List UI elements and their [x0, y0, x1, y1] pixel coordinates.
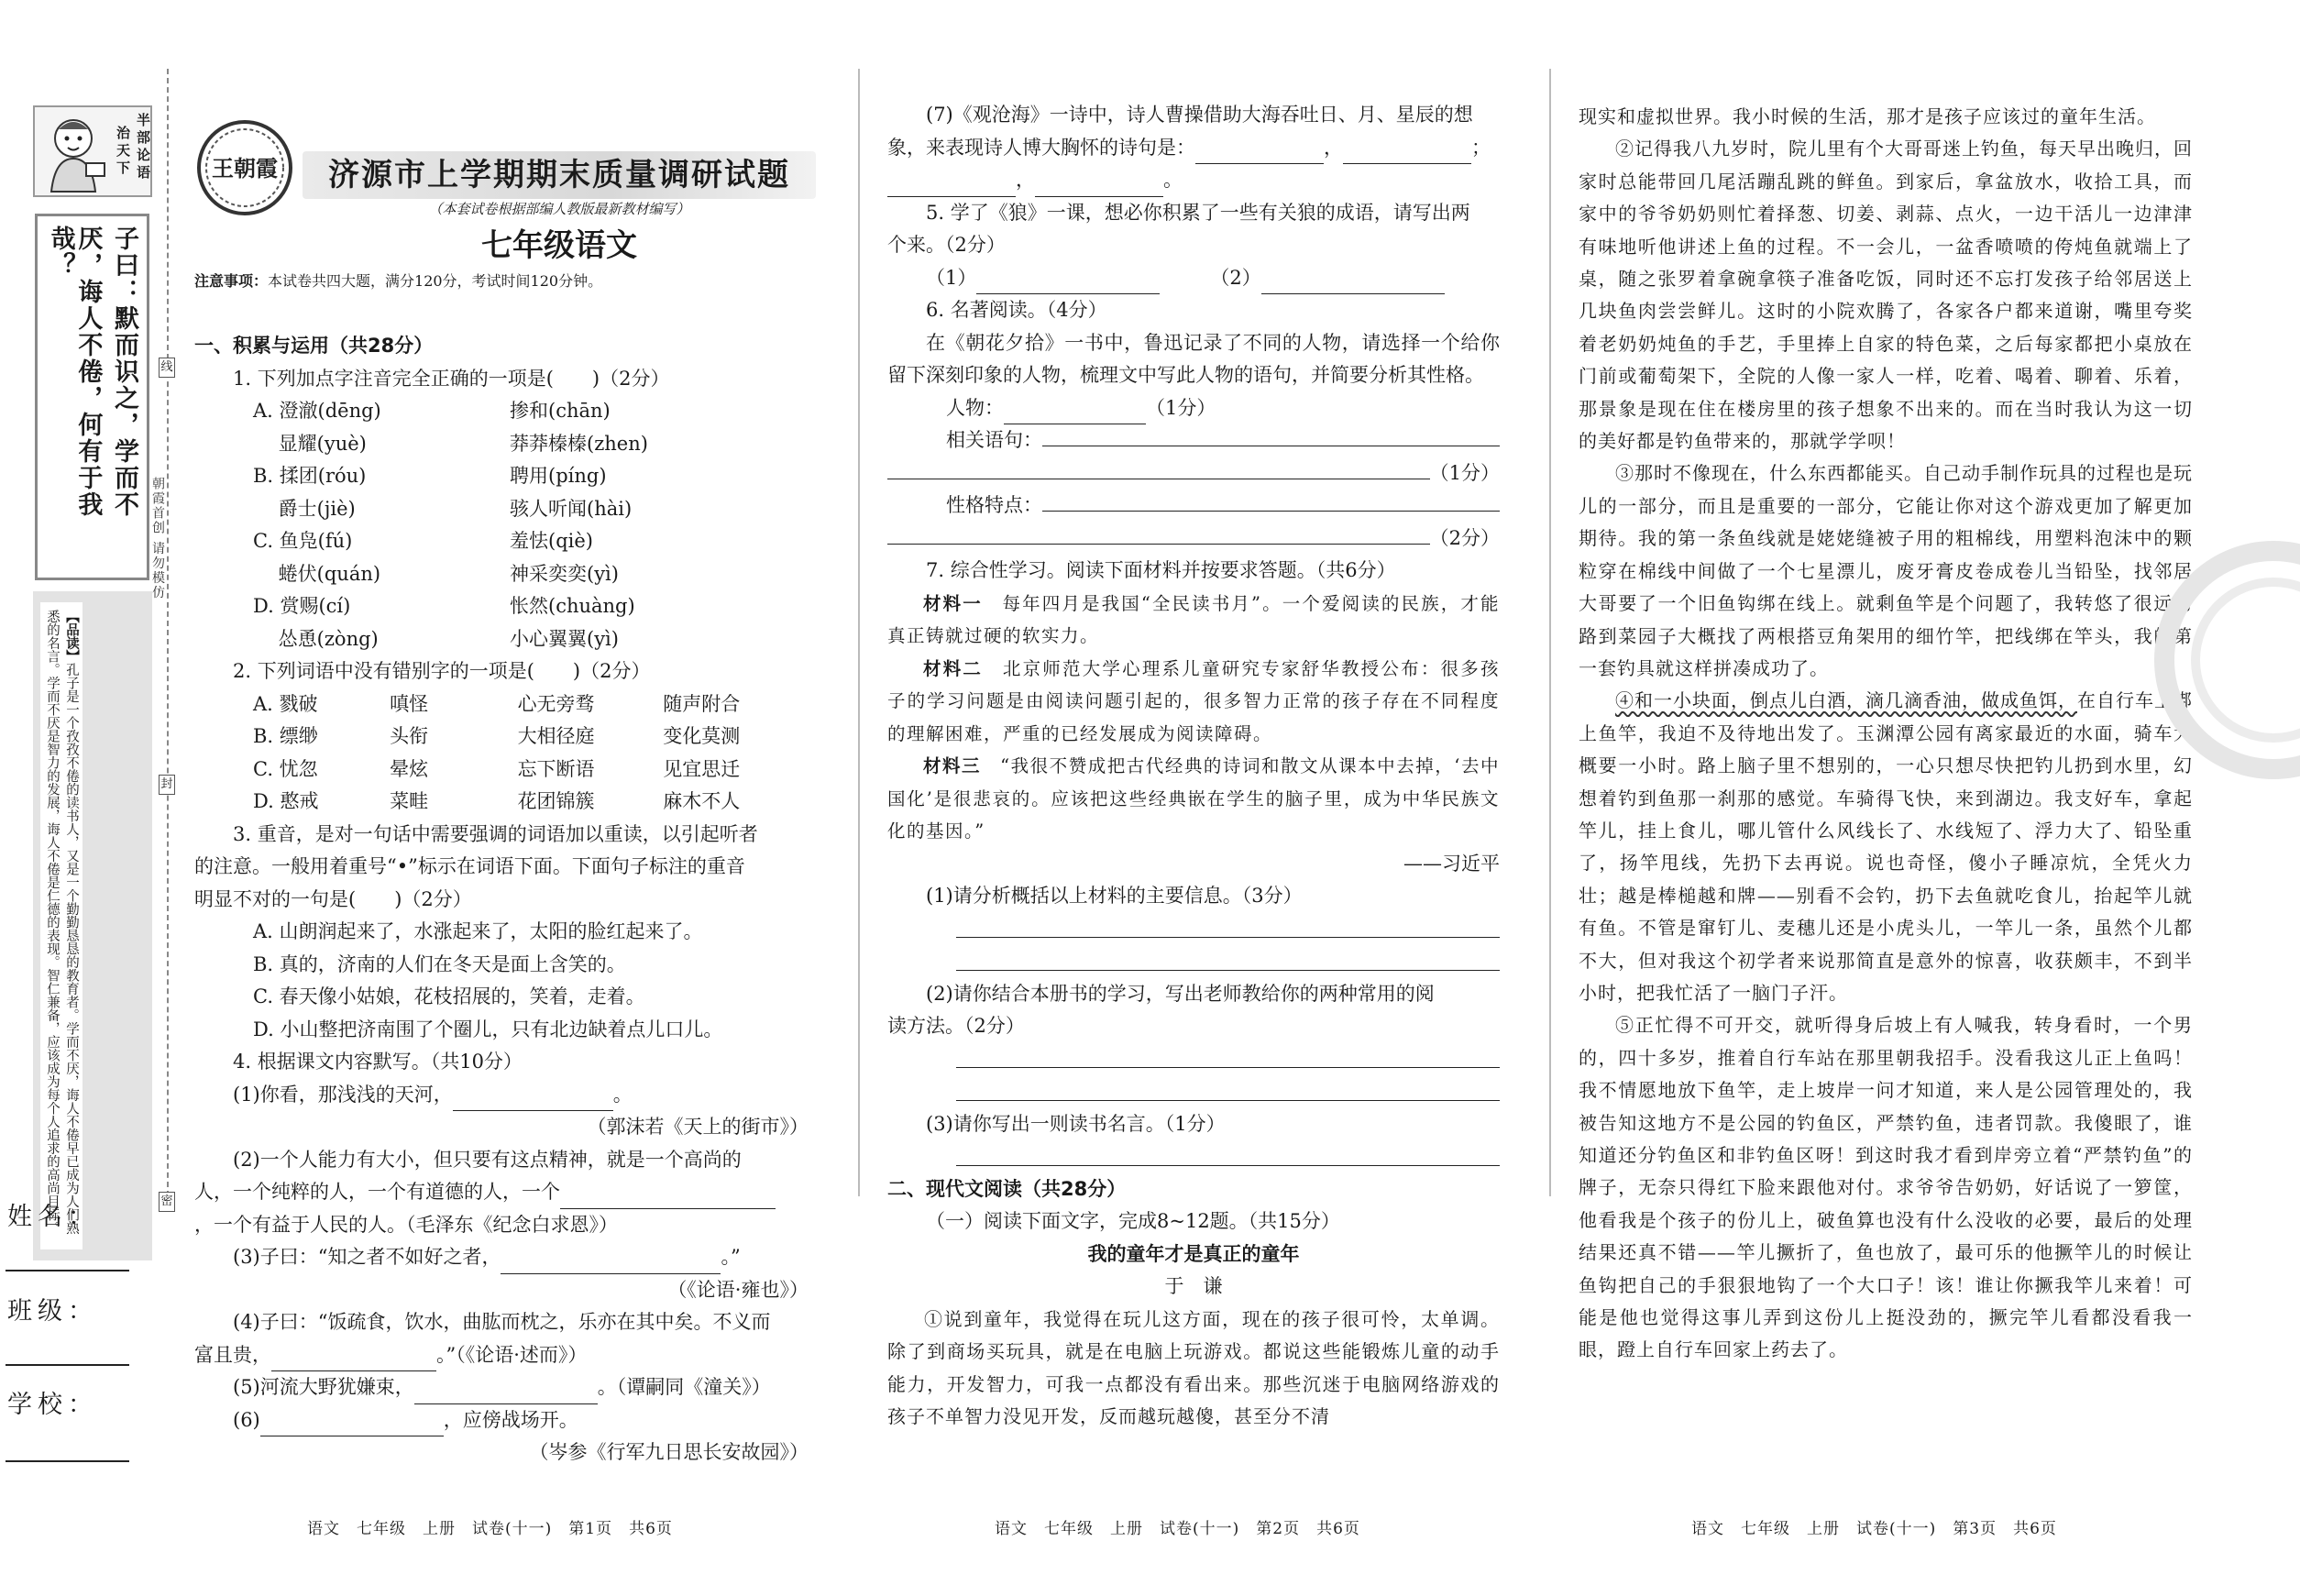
- question-2-option-cell: 大相径庭: [517, 725, 595, 747]
- question-2-option-cell: 随声附合: [663, 692, 741, 715]
- question-1-option-cell: 骇人听闻(hài): [510, 497, 633, 520]
- binding-mark-3: 密: [159, 1192, 175, 1212]
- question-1-option-cell: 小心翼翼(yì): [510, 627, 619, 650]
- q6-person-label: 人物：: [946, 396, 1004, 419]
- question-3-option-c: C. 春天像小姑娘，花枝招展的，笑着，走着。: [253, 985, 645, 1007]
- material-3-source: ——习近平: [1403, 852, 1500, 875]
- quote-box: [35, 214, 149, 580]
- q6-trait-label: 性格特点：: [946, 494, 1042, 516]
- question-2-option-cell: A. 戮破: [253, 692, 318, 715]
- q7-2-answer-line-1[interactable]: [956, 1043, 1500, 1076]
- q4-1-text: (1)你看，那浅浅的天河，: [233, 1083, 453, 1106]
- question-2: 2. 下列词语中没有错别字的一项是( )（2分）: [233, 660, 651, 682]
- school-field[interactable]: [6, 1460, 129, 1462]
- q4-7-blank-2[interactable]: [1343, 142, 1471, 164]
- question-1-option-cell: 聘用(píng): [510, 465, 607, 487]
- q4-7-blank-1[interactable]: [1195, 142, 1324, 164]
- question-5-line-2: 个来。（2分）: [887, 234, 1006, 256]
- column-1: 一、积累与运用（共28分） 1. 下列加点字注音完全正确的一项是( )（2分） A. 澄澈(dēng) 掺和(chān) 显耀(yuè) 莽莽榛榛(zhen) B. 揉团(róu) 聘用(píng) 爵士(jiè) 骇人听闻(hài) C. 鱼凫(fú) 羞怯(qiè) 蜷伏(quán) 神采奕奕(yì) D. 赏赐(cí) 怅然(chuàng) 怂恿(zòng) 小心翼翼(yì) 2. 下列词语中没有错别字的一项是( )（2分） A. 戮破 嗔怪 心无旁骛 随声附合 B. 缥缈 头衔 大相径庭 变化莫测 C. 忧忽 晕炫 忘下断语 见宜思迁 D. 憨戒 菜畦 花团锦簇 麻木不人 3. 重音，是对一句话中需要强调的词语加以重读，以引起听者 的注意。一般用着重号“•”标示在词语下面。下面句子标注的重音 明显不对的一句是( )（2分） A. 山朗润起来了，水涨起来了，太阳的脸红起来了。 B. 真的，济南的人们在冬天是面上含笑的。 C. 春天像小姑娘，花枝招展的，笑着，走着。 D. 小山整把济南围了个圈儿，只有北边缺着点儿口儿。 4. 根据课文内容默写。（共10分） (1)你看，那浅浅的天河， 。 （郭沫若《天上的街市》） (2)一个人能力有大小，但只要有这点精神，就是一个高尚的 人，一个纯粹的人，一个有道德的人，一个 ，一个有益于人民的人。（毛泽东《纪念白求恩》） (3)子曰：“知之者不如好之者， 。” （《论语·雍也》） (4)子曰：“饭疏食，饮水，曲肱而枕之，乐亦在其中矣。不义而 富且贵， 。”（《论语·述而》） (5)河流大野犹嫌束， 。（谭嗣同《潼关》） (6) ，应傍战场开。 （岑参《行军九日思长安故园》）: [194, 330, 809, 1469]
- comment-body: 孔子是一个孜孜不倦的读书人，又是一个勤勤恳恳的教育者。学而不厌，诲人不倦早已成为人们熟悉的名言。学而不厌是智力的发展，诲人不倦是仁德的表现。智仁兼备，应该成为每个人追求的高尚目标。: [45, 610, 79, 1235]
- logo-text: 王朝霞: [212, 156, 278, 182]
- section-1-title: 一、积累与运用（共28分）: [194, 335, 434, 357]
- material-2-text: 北京师范大学心理系儿童研究专家舒华教授公布：很多孩子的学习问题是由阅读问题引起的，很多智力正常的孩子存在不同程度的理解困难，严重的已经发展成为阅读障碍。: [887, 657, 1500, 744]
- column-divider-1: [858, 69, 860, 1196]
- question-2-option-cell: 嗔怪: [390, 692, 429, 715]
- question-1-option-row: [194, 623, 809, 656]
- essay-paragraph-5: ⑤正忙得不可开交，就听得身后坡上有人喊我，转身看时，一个男的，四十多岁，推着自行车站在那里朝我招手。没看我这儿正上鱼吗！我不情愿地放下鱼竿，走上坡岸一问才知道，来人是公园管理处的，我被告知这地方不是公园的钓鱼区，严禁钓鱼，违者罚款。我傻眼了，谁知道还分钓鱼区和非钓鱼区呀！到这时我才看到岸旁立着“严禁钓鱼”的牌子，无奈只得红下脸来跟他对付。求爷爷告奶奶，好话说了一箩筐，他看我是个孩子的份儿上，破鱼算也没有什么没收的必要，最后的处理结果还真不错——竿儿撅折了，鱼也放了，最可乐的他撅竿儿的时候让鱼钩把自己的手狠狠地钩了一个大口子！该！谁让你撅我竿儿来着！可能是他也觉得这事儿弄到这份儿上挺没劲的，撅完竿儿看都没看我一眼，蹬上自行车回家上药去了。: [1579, 1014, 2193, 1361]
- question-2-option-cell: 头衔: [390, 725, 429, 747]
- q6-quote-blank-2[interactable]: [887, 457, 1430, 479]
- q5-2-label: （2）: [1210, 266, 1261, 289]
- question-2-option-cell: B. 缥缈: [253, 725, 318, 747]
- material-3-label: 材料三: [923, 755, 982, 776]
- essay-paragraph-1: ①说到童年，我觉得在玩儿这方面，现在的孩子很可怜，太单调。除了到商场买玩具，就是在电脑上玩游戏。都说这些能锻炼儿童的动手能力，开发智力，可我一点都没有看出来。那些沉迷于电脑网络游戏的孩子不单智力没见开发，反而越玩越傻，甚至分不清: [887, 1307, 1500, 1427]
- question-1-option-cell: D. 赏赐(cí): [253, 595, 351, 617]
- class-field[interactable]: [6, 1364, 129, 1366]
- q6-quote-label: 相关语句：: [946, 429, 1042, 451]
- q6-trait-points: （2分）: [1429, 526, 1500, 549]
- q4-4-source: 。”（《论语·述而》）: [436, 1343, 588, 1366]
- question-1-option-cell: 神采奕奕(yì): [510, 562, 619, 585]
- q4-6-text-2: ，应傍战场开。: [443, 1408, 578, 1431]
- question-2-option-cell: 变化莫测: [663, 725, 741, 747]
- notice-text: 本试卷共四大题，满分120分，考试时间120分钟。: [268, 272, 603, 290]
- binding-mark-1: 线: [159, 358, 175, 378]
- question-1-option-cell: C. 鱼凫(fú): [253, 530, 353, 552]
- quote-line-1: 子曰：默而识之，学而不: [110, 226, 139, 518]
- question-7-1: (1)请分析概括以上材料的主要信息。（3分）: [926, 885, 1303, 907]
- q6-quote-blank-1[interactable]: [1042, 424, 1500, 446]
- footer-page-1: 语文 七年级 上册 试卷(十一) 第1页 共6页: [307, 1520, 673, 1538]
- question-4: 4. 根据课文内容默写。（共10分）: [233, 1051, 523, 1073]
- q4-7-blank-3[interactable]: [887, 175, 1016, 197]
- q4-1-source: （郭沫若《天上的街市》）: [587, 1116, 809, 1138]
- question-6-text: 在《朝花夕拾》一书中，鲁迅记录了不同的人物，请选择一个给你留下深刻印象的人物，梳理文中写此人物的语句，并简要分析其性格。: [887, 331, 1500, 386]
- q5-2-blank[interactable]: [1261, 272, 1445, 294]
- q7-1-answer-line-1[interactable]: [956, 913, 1500, 946]
- column-divider-2: [1549, 69, 1551, 1196]
- q7-3-answer-line[interactable]: [956, 1140, 1500, 1173]
- question-1-option-row: [194, 525, 809, 558]
- essay-author: 于 谦: [1164, 1275, 1223, 1297]
- question-2-options: [194, 688, 809, 819]
- q4-5-blank[interactable]: [414, 1382, 598, 1404]
- footer-page-3: 语文 七年级 上册 试卷(十一) 第3页 共6页: [1691, 1520, 2057, 1538]
- question-1-option-row: [194, 493, 809, 526]
- question-2-option-row: [194, 688, 809, 721]
- question-1: 1. 下列加点字注音完全正确的一项是( )（2分）: [233, 367, 670, 390]
- question-1-option-cell: 羞怯(qiè): [510, 530, 593, 552]
- question-1-options: [194, 395, 809, 655]
- footer-page-2: 语文 七年级 上册 试卷(十一) 第2页 共6页: [995, 1520, 1360, 1538]
- question-2-option-cell: C. 忧忽: [253, 757, 318, 780]
- question-5-line-1: 5. 学了《狼》一课，想必你积累了一些有关狼的成语，请写出两: [926, 201, 1470, 224]
- brand-vertical: 朝霞首创 请勿模仿: [150, 477, 165, 600]
- q6-person-blank[interactable]: [1004, 402, 1146, 424]
- question-2-option-cell: 心无旁骛: [517, 692, 595, 715]
- question-1-option-row: [194, 428, 809, 461]
- q4-4-text: 富且贵，: [194, 1343, 271, 1366]
- name-label: 姓名：: [7, 1203, 98, 1231]
- exam-title: 济源市上学期期末质量调研试题: [328, 157, 790, 193]
- question-3-option-b: B. 真的，济南的人们在冬天是面上含笑的。: [253, 952, 626, 975]
- question-1-option-row: [194, 460, 809, 493]
- question-1-option-row: [194, 590, 809, 623]
- question-1-option-cell: 显耀(yuè): [253, 432, 367, 455]
- question-2-option-cell: 忘下断语: [517, 757, 595, 780]
- essay-paragraph-4-underlined: ④和一小块面，倒点儿白酒，滴几滴香油，做成鱼饵，: [1615, 689, 2077, 712]
- question-2-option-cell: 见宜思迁: [663, 757, 741, 780]
- question-2-option-cell: 晕炫: [390, 757, 429, 780]
- question-7-2-line-2: 读方法。（2分）: [887, 1015, 1025, 1037]
- q6-person-points: （1分）: [1146, 396, 1216, 419]
- essay-paragraph-2: ②记得我八九岁时，院儿里有个大哥哥迷上钓鱼，每天早出晚归，回家时总能带回几尾活蹦乱跳的鲜鱼。到家后，拿盆放水，收拾工具，而家中的爷爷奶奶则忙着择葱、切姜、剥蒜、点火，一边干活儿一边津津有味地听他讲述上鱼的过程。不一会儿，一盆香喷喷的侉炖鱼就端上了桌，随之张罗着拿碗拿筷子准备吃饭，同时还不忘打发孩子给邻居送上几块鱼肉尝尝鲜儿。这时的小院欢腾了，各家各户都来道谢，嘴里夸奖着老奶奶炖鱼的手艺，手里捧上自家的特色菜，之后每家都把小桌放在门前或葡萄架下，全院的人像一家人一样，吃着、喝着、聊着、乐着，那景象是现在住在楼房里的孩子想象不出来的。而在当时我认为这一切的美好都是钓鱼带来的，那就学学呗！: [1579, 138, 2193, 453]
- question-2-option-cell: 菜畦: [390, 790, 429, 812]
- column-3: [1579, 101, 2193, 1367]
- binding-mark-2: 封: [159, 775, 175, 795]
- question-3-option-d: D. 小山整把济南围了个圈儿，只有北边缺着点儿口儿。: [253, 1018, 723, 1040]
- essay-paragraph-1-end: 现实和虚拟世界。我小时候的生活，那才是孩子应该过的童年生活。: [1579, 105, 2156, 127]
- q4-3-blank[interactable]: [501, 1252, 721, 1274]
- column-2: (7)《观沧海》一诗中，诗人曹操借助大海吞吐日、月、星辰的想 象，来表现诗人博大胸怀的诗句是： ， ； ， 。 5. 学了《狼》一课，想必你积累了一些有关狼的成语，请写出两 个来。（2分） （1） （2） 6. 名著阅读。（4分） 在《朝花夕拾》一书中，鲁迅记录了不同的人物，请选择一个给你留下深刻印象的人物，梳理文中写此人物的语句，并简要分析其性格。 人物： （1分） 相关语句： （1分） 性格特点： （2分） 7. 综合性学习。阅读下面材料并按要求答题。（共6分） 材料一 每年四月是我国“全民读书月”。一个爱阅读的民族，才能真正铸就过硬的软实力。 材料二 北京师范大学心理系儿童研究专家舒华教授公布：很多孩子的学习问题是由阅读问题引起的，很多智力正常的孩子存在不同程度的理解困难，严重的已经发展成为阅读障碍。 材料三 “我很不赞成把古代经典的诗词和散文从课本中去掉，‘去中国化’是很悲哀的。应该把这些经典嵌在学生的脑子里，成为中华民族文化的基因。” ——习近平 (1)请分析概括以上材料的主要信息。（3分） (2)请你结合本册书的学习，写出老师教给你的两种常用的阅 读方法。（2分） (3)请你写出一则读书名言。（1分） 二、现代文阅读（共28分） （一）阅读下面文字，完成8~12题。（共15分） 我的童年才是真正的童年 于 谦 ①说到童年，我觉得在玩儿这方面，现在的孩子很可怜，太单调。除了到商场买玩具，就是在电脑上玩游戏。都说这些能锻炼儿童的动手能力，开发智力，可我一点都没有看出来。那些沉迷于电脑网络游戏的孩子不单智力没见开发，反而越玩越傻，甚至分不清: [887, 99, 1500, 1434]
- q7-2-answer-line-2[interactable]: [956, 1075, 1500, 1108]
- comment-text: [40, 602, 83, 1249]
- essay-paragraph-4: [1579, 685, 2193, 1009]
- school-label: 学校：: [7, 1391, 98, 1419]
- exam-subtitle: （本套试卷根据部编人教版最新教材编写）: [428, 201, 690, 217]
- q4-3-source: （《论语·雍也》）: [667, 1278, 809, 1301]
- question-3-option-a: A. 山朗润起来了，水涨起来了，太阳的脸红起来了。: [253, 920, 703, 942]
- question-1-option-cell: A. 澄澈(dēng): [253, 400, 381, 422]
- q4-4-line-1: (4)子曰：“饭疏食，饮水，曲肱而枕之，乐亦在其中矣。不义而: [233, 1311, 771, 1333]
- question-1-option-cell: 掺和(chān): [510, 400, 611, 422]
- section-2-title: 二、现代文阅读（共28分）: [887, 1177, 1127, 1200]
- q5-1-blank[interactable]: [976, 272, 1160, 294]
- confucius-mascot-icon: [39, 113, 112, 193]
- material-1-text: 每年四月是我国“全民读书月”。一个爱阅读的民族，才能真正铸就过硬的软实力。: [887, 592, 1500, 646]
- question-3-line-3: 明显不对的一句是( )（2分）: [194, 887, 472, 910]
- question-7: 7. 综合性学习。阅读下面材料并按要求答题。（共6分）: [926, 559, 1396, 581]
- motto-right: 半部论语: [135, 113, 151, 182]
- q5-1-label: （1）: [926, 266, 977, 289]
- q4-4-blank[interactable]: [271, 1349, 436, 1371]
- question-1-option-row: [194, 558, 809, 591]
- notice: [194, 270, 602, 291]
- binding-line: [167, 69, 169, 1196]
- q4-6-text: (6): [233, 1408, 260, 1431]
- question-3-line-1: 3. 重音，是对一句话中需要强调的词语加以重读，以引起听者: [233, 822, 758, 845]
- grade-title: 七年级语文: [481, 227, 637, 264]
- question-1-option-cell: 怅然(chuàng): [510, 595, 635, 617]
- q7-1-answer-line-2[interactable]: [956, 945, 1500, 978]
- material-3-text: “我很不赞成把古代经典的诗词和散文从课本中去掉，‘去中国化’是很悲哀的。应该把这些经典嵌在学生的脑子里，成为中华民族文化的基因。”: [887, 755, 1500, 842]
- part-1-instructions: （一）阅读下面文字，完成8~12题。（共15分）: [926, 1210, 1340, 1232]
- essay-paragraph-4-rest: 在自行车上绑上鱼竿，我迫不及待地出发了。玉渊潭公园有离家最近的水面，骑车大概要一小时。路上脑子里不想别的，一心只想尽快把钓儿扔到水里，幻想着钓到鱼那一刹那的感觉。车骑得飞快，来到湖边。我支好车，拿起竿儿，挂上食儿，哪儿管什么风线长了、水线短了、浮力大了、铅坠重了，扬竿甩线，先扔下去再说。说也奇怪，傻小子睡凉炕，全凭火力壮；越是棒槌越和牌——别看不会钓，扔下去鱼就吃食儿，抬起竿儿就有鱼。不管是窜钉儿、麦穗儿还是小虎头儿，一竿儿一条，虽然个儿都不大，但对我这个初学者来说那简直是意外的惊喜，收获颇丰，不到半小时，把我忙活了一脑门子汗。: [1579, 689, 2193, 1004]
- question-2-option-row: [194, 786, 809, 819]
- question-2-option-row: [194, 754, 809, 787]
- class-label: 班级：: [7, 1297, 98, 1326]
- question-2-option-cell: 花团锦簇: [517, 790, 595, 812]
- material-3: [887, 750, 1500, 848]
- essay-paragraph-3: ③那时不像现在，什么东西都能买。自己动手制作玩具的过程也是玩儿的一部分，而且是重要的一部分，它能让你对这个游戏更加了解更加期待。我的第一条鱼线就是姥姥缝被子用的粗棉线，用塑料泡沫中的颗粒穿在棉线中间做了一个七星漂儿，废牙膏皮卷成卷儿当铅坠，找邻居大哥要了一个旧鱼钩绑在线上。就剩鱼竿是个问题了，我转悠了很远的路到菜园子大概找了两根搭豆角架用的细竹竿，把线绑在竿头，我的第一套钓具就这样拼凑成功了。: [1579, 462, 2193, 679]
- question-2-option-cell: D. 憨戒: [253, 790, 319, 812]
- name-field[interactable]: [6, 1270, 129, 1271]
- motto-left: 治天下: [115, 126, 131, 178]
- material-1-label: 材料一: [923, 592, 983, 614]
- quote-line-2: 厌，诲人不倦，何有于我哉？: [46, 226, 103, 518]
- q4-6-blank[interactable]: [260, 1414, 444, 1436]
- q4-1-blank[interactable]: [453, 1089, 613, 1111]
- material-2-label: 材料二: [923, 657, 984, 679]
- q6-trait-blank-1[interactable]: [1042, 490, 1500, 512]
- notice-label: 注意事项：: [194, 272, 269, 290]
- publisher-logo-icon: [194, 117, 295, 218]
- q4-2-line-1: (2)一个人能力有大小，但只要有这点精神，就是一个高尚的: [233, 1148, 742, 1171]
- material-1: [887, 588, 1500, 653]
- q4-5-text: (5)河流大野犹嫌束，: [233, 1376, 414, 1398]
- comment-box: [33, 591, 152, 1260]
- motto-badge: [33, 105, 152, 197]
- q4-7-blank-4[interactable]: [1035, 175, 1163, 197]
- q4-2-line-3: ，一个有益于人民的人。（毛泽东《纪念白求恩》）: [194, 1213, 618, 1236]
- material-2: [887, 653, 1500, 751]
- q6-quote-points: （1分）: [1429, 461, 1500, 484]
- question-7-3: (3)请你写出一则读书名言。（1分）: [926, 1112, 1226, 1135]
- q4-6-source: （岑参《行军九日思长安故园》）: [529, 1441, 809, 1463]
- question-7-2-line-1: (2)请你结合本册书的学习，写出老师教给你的两种常用的阅: [926, 982, 1435, 1005]
- q4-3-text: (3)子曰：“知之者不如好之者，: [233, 1246, 501, 1268]
- question-1-option-cell: 爵士(jiè): [253, 497, 356, 520]
- q4-7-line-2: 象，来表现诗人博大胸怀的诗句是：: [887, 136, 1195, 159]
- question-1-option-cell: 莽莽榛榛(zhen): [510, 432, 648, 455]
- q6-trait-blank-2[interactable]: [887, 523, 1430, 545]
- comment-title: 【品读】: [64, 610, 79, 663]
- q4-7-line-1: (7)《观沧海》一诗中，诗人曹操借助大海吞吐日、月、星辰的想: [926, 104, 1473, 126]
- q4-2-line-2: 人，一个纯粹的人，一个有道德的人，一个: [194, 1181, 560, 1203]
- question-2-option-row: [194, 721, 809, 754]
- question-3-line-2: 的注意。一般用着重号“•”标示在词语下面。下面句子标注的重音: [194, 855, 745, 877]
- q4-2-blank[interactable]: [560, 1187, 776, 1209]
- q4-5-source: 。（谭嗣同《潼关》）: [597, 1376, 771, 1398]
- question-2-option-cell: 麻木不人: [663, 790, 741, 812]
- question-1-option-cell: 蜷伏(quán): [253, 562, 381, 585]
- question-1-option-cell: B. 揉团(róu): [253, 465, 367, 487]
- question-6: 6. 名著阅读。（4分）: [926, 299, 1107, 321]
- question-1-option-cell: 怂恿(zòng): [253, 627, 379, 650]
- question-1-option-row: [194, 395, 809, 428]
- essay-title: 我的童年才是真正的童年: [1087, 1242, 1300, 1265]
